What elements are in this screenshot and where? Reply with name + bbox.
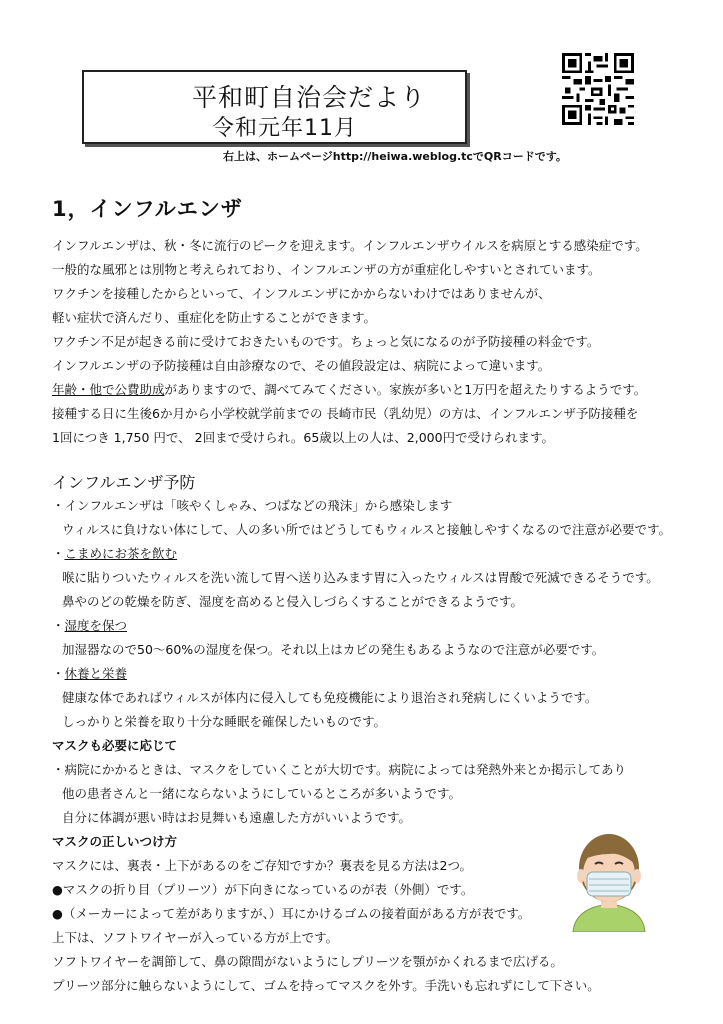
mask-wear-line: ●（メーカーによって差がありますが、）耳にかけるゴムの接着面がある方が表です。: [52, 906, 531, 921]
prevention-item: [52, 666, 127, 682]
masked-person-icon: [565, 820, 653, 932]
prevention-item: [52, 618, 127, 634]
mask-wear-line: ソフトワイヤーを調節して、鼻の隙間がないようにしプリーツを顎がかくれるまで広げる。: [52, 954, 563, 969]
mask-line: 自分に体調が悪い時はお見舞いも遠慮した方がいいようです。: [62, 810, 412, 825]
mask-wear-line: ●マスクの折り目（プリーツ）が下向きになっているのが表（外側）です。: [52, 882, 474, 897]
paragraph-line: 軽い症状で済んだり、重症化を防止することができます。: [52, 310, 377, 325]
paragraph-line: インフルエンザの予防接種は自由診療なので、その値段設定は、病院によって違います。: [52, 358, 551, 373]
paragraph-line: 接種する日に生後6か月から小学校就学前までの 長崎市民（乳幼児）の方は、インフルエンザ予防接種を: [52, 406, 639, 421]
paragraph-line: 1回につき 1,750 円で、 2回まで受けられ。65歳以上の人は、2,000円で受けられます。: [52, 430, 555, 445]
mask-wear-line: マスクには、裏表・上下があるのをご存知ですか？裏表を見る方法は2つ。: [52, 858, 472, 873]
prevention-item: ・インフルエンザは「咳やくしゃみ、つばなどの飛沫」から感染します: [52, 498, 453, 513]
prevention-text: しっかりと栄養を取り十分な睡眠を確保したいものです。: [62, 714, 387, 729]
prevention-text: 健康な体であればウィルスが体内に侵入しても免疫機能により退治され発病しにくいようです。: [62, 690, 598, 705]
bullet: ・: [52, 546, 65, 561]
prevention-item-head: こまめにお茶を飲む: [64, 546, 178, 561]
newsletter-title-box: [82, 70, 467, 144]
mask-wear-line: プリーツ部分に触らないようにして、ゴムを持ってマスクを外す。手洗いも忘れずにして下さい。: [52, 978, 600, 993]
subsidy-rest: がありますので、調べてみてください。家族が多いと1万円を超えたりするようです。: [164, 382, 647, 397]
mask-wear-title: マスクの正しいつけ方: [52, 834, 178, 849]
paragraph-line: 一般的な風邪とは別物と考えられており、インフルエンザの方が重症化しやすいとされています。: [52, 262, 601, 277]
newsletter-date: 令和元年11月: [212, 116, 357, 141]
bullet: ・: [52, 666, 65, 681]
prevention-item-head: 休養と栄養: [64, 666, 128, 681]
mask-line: ・病院にかかるときは、マスクをしていくことが大切です。病院によっては発熱外来とか掲示してあり: [52, 762, 627, 777]
paragraph-line: インフルエンザは、秋・冬に流行のピークを迎えます。インフルエンザウイルスを病原とする感染症です。: [52, 238, 648, 253]
prevention-item: [52, 546, 177, 562]
prevention-title: インフルエンザ予防: [52, 473, 196, 492]
prevention-item-head: 湿度を保つ: [64, 618, 128, 633]
prevention-text: 加湿器なので50～60%の湿度を保つ。それ以上はカビの発生もあるようなので注意が必要です。: [62, 642, 605, 657]
bullet: ・: [52, 618, 65, 633]
subsidy-line: [52, 382, 646, 398]
qr-code-icon: [559, 53, 637, 125]
homepage-note: 右上は、ホームページhttp://heiwa.weblog.tcでQRコードです。: [223, 150, 567, 163]
prevention-text: 喉に貼りついたウィルスを洗い流して胃へ送り込みます胃に入ったウィルスは胃酸で死滅できるそうです。: [62, 570, 659, 585]
subsidy-underlined: 年齢・他で公費助成: [52, 382, 165, 397]
mask-line: 他の患者さんと一緒にならないようにしているところが多いようです。: [62, 786, 462, 801]
mask-wear-line: 上下は、ソフトワイヤーが入っている方が上です。: [52, 930, 339, 945]
prevention-text: 鼻やのどの乾燥を防ぎ、湿度を高めると侵入しづらくすることができるようです。: [62, 594, 524, 609]
mask-title: マスクも必要に応じて: [52, 738, 178, 753]
paragraph-line: ワクチンを接種したからといって、インフルエンザにかからないわけではありませんが、: [52, 286, 551, 301]
newsletter-title: 平和町自治会だより: [192, 83, 427, 112]
section-title-influenza: 1，インフルエンザ: [52, 197, 243, 221]
prevention-text: ウィルスに負けない体にして、人の多い所ではどうしてもウィルスと接触しやすくなるので注意が必要です。: [62, 522, 672, 537]
paragraph-line: ワクチン不足が起きる前に受けておきたいものです。ちょっと気になるのが予防接種の料金です。: [52, 334, 600, 349]
